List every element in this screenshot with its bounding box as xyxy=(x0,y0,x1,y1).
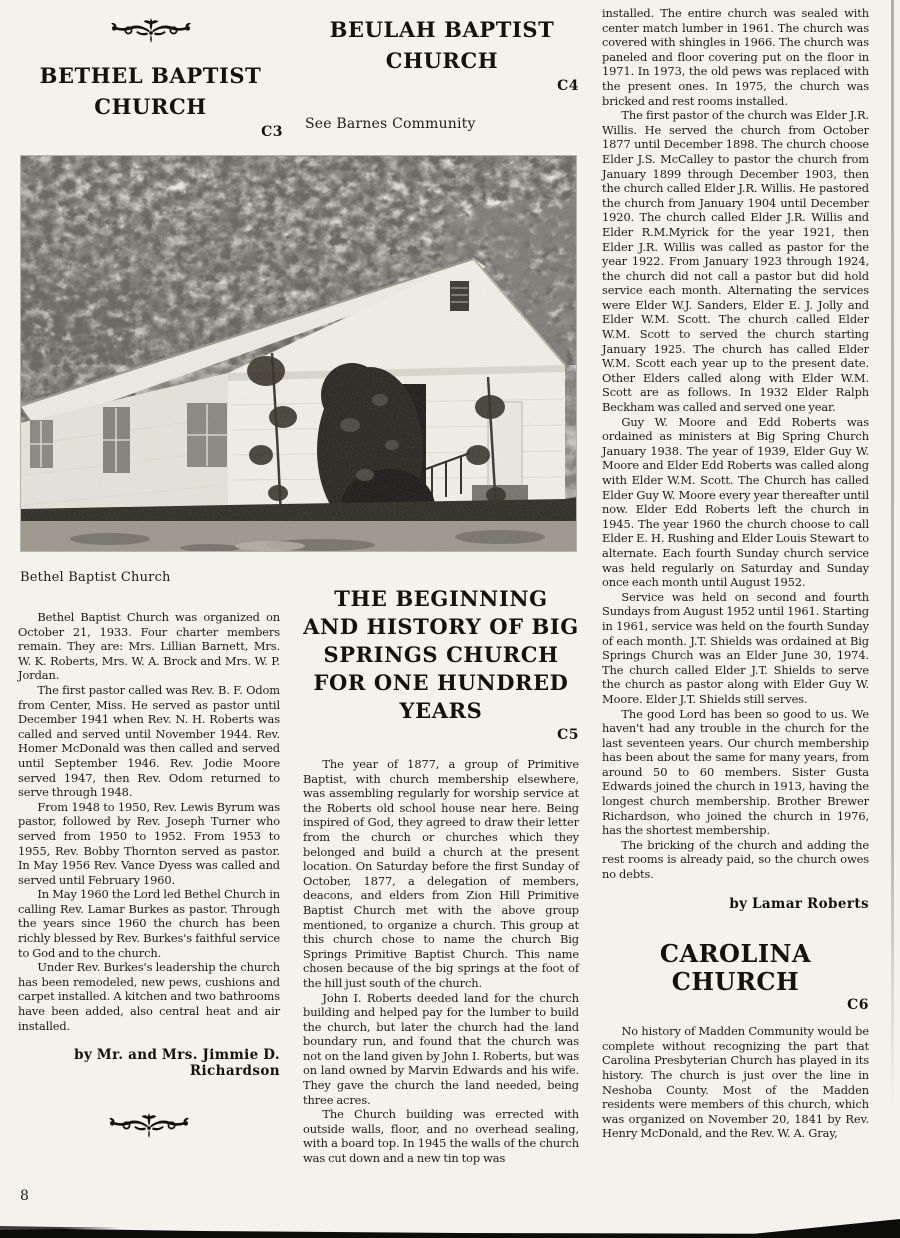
paragraph: The Church building was errected with outside walls, floor, and no overhead sealing, with a board top. In 1945 the walls of the church was cut down and a new tin top was xyxy=(303,1107,579,1166)
fleuron-ornament-icon xyxy=(109,16,193,48)
paragraph: The year of 1877, a group of Primitive Baptist, with church membership elsewhere, was assembling regularly for worship service at the Roberts old school house near here. Being inspired of God, they agreed to draw their letter from the church or churches which they belonged and build a church at the present location. On Saturday before the first Sunday of October, 1877, a delegation of members, deacons, and elders from Zion Hill Primitive Baptist Church met with the above group mentioned, to organize a church. This group at this church chose to name the church Big Springs Primitive Baptist Church. This name chosen because of the big springs at the foot of the hill just south of the church. xyxy=(303,757,579,990)
big-springs-title: THE BEGINNING AND HISTORY OF BIG SPRINGS CHURCH FOR ONE HUNDRED YEARS xyxy=(303,586,579,723)
carolina-section-code: C6 xyxy=(847,996,869,1013)
big-springs-article xyxy=(303,585,579,1166)
paragraph: The bricking of the church and adding the rest rooms is already paid, so the church owes no debts. xyxy=(602,837,869,882)
paragraph: In May 1960 the Lord led Bethel Church in calling Rev. Lamar Burkes as pastor. Through the years since 1960 the church has been richly blessed by Rev. Burkes's faithful service to God and to the church. xyxy=(18,887,280,960)
beulah-section-code: C4 xyxy=(557,78,579,94)
carolina-title: CAROLINA CHURCH xyxy=(659,938,812,996)
paragraph: Service was held on second and fourth Sundays from August 1952 until 1961. Starting in 1961, service was held on the fourth Sunday of each month. J.T. Shields was ordained at Big Springs Church was an Elder June 30, 1974. The church called Elder J.T. Shields to serve the church as pastor along with Elder Guy W. Moore. Elder J.T. Shields still serves. xyxy=(602,589,869,706)
bethel-article xyxy=(18,610,280,1143)
paragraph: From 1948 to 1950, Rev. Lewis Byrum was pastor, followed by Rev. Joseph Turner who served from 1950 to 1952. From 1953 to 1955, Rev. Bobby Thornton served as pastor. In May 1956 Rev. Vance Dyess was called and served until February 1960. xyxy=(18,799,280,887)
big-springs-continuation xyxy=(602,6,869,1141)
paragraph: installed. The entire church was sealed with center match lumber in 1961. The church was covered with shingles in 1966. The church was paneled and floor covering put on the floor in 1971. In 1973, the old pews was replaced with the present ones. In 1975, the church was bricked and rest rooms installed. xyxy=(602,6,869,108)
paragraph: The good Lord has been so good to us. We haven't had any trouble in the church for the last seventeen years. Our church membership has been about the same for many years, from around 50 to 60 members. Sister Gusta Edwards joined the church in 1913, having the longest church membership. Brother Brewer Richardson, who joined the church in 1976, has the shortest membership. xyxy=(602,706,869,838)
scan-edge-artifact xyxy=(0,1216,900,1238)
paragraph: No history of Madden Community would be complete without recognizing the part that Carolina Presbyterian Church has played in its history. The church is just over the line in Neshoba County. Most of the Madden residents were members of this church, which was organized on November 20, 1841 by Rev. Henry McDonald, and the Rev. W. A. Gray, xyxy=(602,1024,869,1141)
bethel-title: BETHEL BAPTIST CHURCH xyxy=(39,63,262,119)
bethel-section-header xyxy=(8,16,293,140)
photo-caption: Bethel Baptist Church xyxy=(20,570,171,585)
paragraph: John I. Roberts deeded land for the church building and helped pay for the lumber to build the church, but later the church had the land boundary run, and found that the church was not on the land given by John I. Roberts, but was on land owned by Marvin Edwards and his wife. They gave the church the land needed, being three acres. xyxy=(303,990,579,1107)
bethel-section-code: C3 xyxy=(261,124,283,140)
beulah-title: BEULAH BAPTIST CHURCH xyxy=(329,17,555,73)
fleuron-ornament-icon xyxy=(107,1111,191,1143)
page-number: 8 xyxy=(20,1188,29,1204)
church-photo xyxy=(20,155,577,552)
beulah-cross-reference: See Barnes Community xyxy=(305,116,476,132)
paragraph: The first pastor of the church was Elder J.R. Willis. He served the church from October 1877 until December 1898. The church choose Elder J.S. McCalley to pastor the church from January 1899 through December 1903, then the church called Elder J.R. Willis. He pastored the church from January 1904 until December 1920. The church called Elder J.R. Willis and Elder R.M.Myrick for the year 1921, then Elder J.R. Willis was called as pastor for the year 1922. From January 1923 through 1924, the church did not call a pastor but did hold service each month. Alternating the services were Elder W.J. Sanders, Elder E. J. Jolly and Elder W.M. Scott. The church called Elder W.M. Scott to served the church starting January 1925. The church has called Elder W.M. Scott each year up to the present date. Other Elders called along with Elder W.M. Scott are as follows. In 1932 Elder Ralph Beckham was called and served one year. xyxy=(602,108,869,415)
big-springs-section-code: C5 xyxy=(557,727,579,743)
paragraph: Bethel Baptist Church was organized on October 21, 1933. Four charter members remain. They are: Mrs. Lillian Barnett, Mrs. W. K. Roberts, Mrs. W. A. Brock and Mrs. W. P. Jordan. xyxy=(18,610,280,683)
church-photo-figure xyxy=(20,155,577,585)
big-springs-byline: by Lamar Roberts xyxy=(729,895,869,912)
page-edge-shadow xyxy=(891,0,894,1110)
paragraph: The first pastor called was Rev. B. F. Odom from Center, Miss. He served as pastor until December 1941 when Rev. N. H. Roberts was called and served until November 1944. Rev. Homer McDonald was then called and served until September 1946. Rev. Jodie Moore served 1947, then Rev. Odom returned to serve through 1948. xyxy=(18,682,280,800)
paragraph: Guy W. Moore and Edd Roberts was ordained as ministers at Big Spring Church January 1938. The year of 1939, Elder Guy W. Moore and Elder Edd Roberts was called along with Elder W.M. Scott. The Church has called Elder Guy W. Moore every year thereafter until now. Elder Edd Roberts left the church in 1945. The year 1960 the church choose to call Elder E. H. Rushing and Elder Louis Stewart to alternate. Each fourth Sunday church service was held regularly on Saturday and Sunday once each month until August 1952. xyxy=(602,414,869,590)
paragraph: Under Rev. Burkes's leadership the church has been remodeled, new pews, cushions and carpet installed. A kitchen and two bathrooms have been added, also central heat and air installed. xyxy=(18,960,280,1033)
beulah-section-header xyxy=(305,14,579,132)
carolina-section-header xyxy=(602,940,869,1013)
bethel-byline: by Mr. and Mrs. Jimmie D. Richardson xyxy=(74,1047,280,1080)
